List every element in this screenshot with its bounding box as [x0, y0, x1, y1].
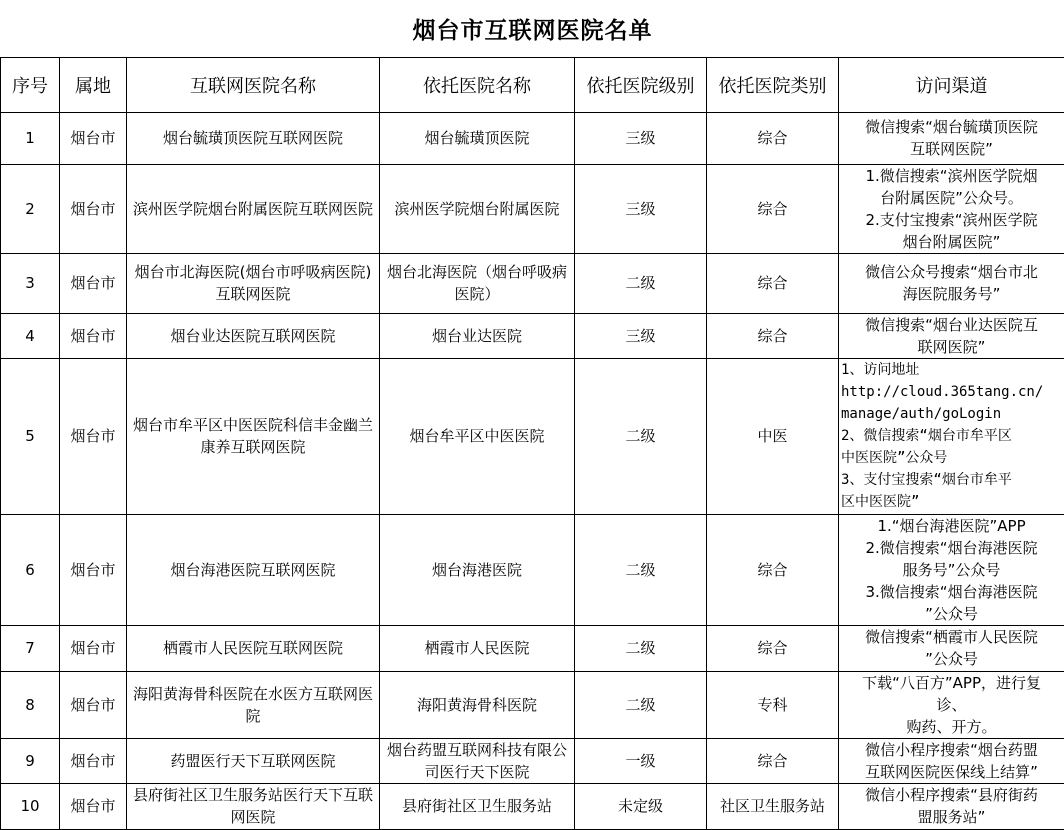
channel-line: 2.支付宝搜索“滨州医学院 [841, 209, 1062, 231]
header-host-hospital: 依托医院名称 [380, 57, 575, 112]
cell-region: 烟台市 [60, 738, 127, 783]
channel-line: 区中医医院” [841, 491, 1062, 513]
channel-line: 盟服务站” [841, 806, 1062, 828]
channel-line: 微信公众号搜索“烟台市北 [841, 261, 1062, 283]
channel-line: 互联网医院” [841, 138, 1062, 160]
cell-level: 二级 [575, 253, 707, 313]
cell-channel [839, 358, 1064, 514]
cell-host-hospital: 栖霞市人民医院 [380, 625, 575, 671]
header-row [1, 57, 1064, 112]
cell-category: 综合 [707, 313, 839, 358]
header-internet-hospital: 互联网医院名称 [127, 57, 380, 112]
cell-internet-hospital: 滨州医学院烟台附属医院互联网医院 [127, 164, 380, 253]
cell-seq: 10 [1, 783, 60, 829]
channel-line: 微信搜索“烟台业达医院互 [841, 314, 1062, 336]
channel-line: 3.微信搜索“烟台海港医院 [841, 581, 1062, 603]
cell-region: 烟台市 [60, 313, 127, 358]
cell-seq: 4 [1, 313, 60, 358]
cell-seq: 7 [1, 625, 60, 671]
cell-channel [839, 738, 1064, 783]
table-row [1, 164, 1064, 253]
channel-line: 微信小程序搜索“县府街药 [841, 784, 1062, 806]
cell-seq: 1 [1, 112, 60, 164]
header-channel: 访问渠道 [839, 57, 1064, 112]
channel-line: 3、支付宝搜索“烟台市牟平 [841, 469, 1062, 491]
cell-level: 未定级 [575, 783, 707, 829]
cell-category: 中医 [707, 358, 839, 514]
cell-category: 综合 [707, 253, 839, 313]
cell-level: 二级 [575, 671, 707, 738]
cell-host-hospital: 烟台海港医院 [380, 514, 575, 625]
cell-host-hospital: 烟台牟平区中医医院 [380, 358, 575, 514]
cell-host-hospital: 烟台北海医院（烟台呼吸病医院） [380, 253, 575, 313]
channel-line: 购药、开方。 [841, 716, 1062, 738]
cell-category: 综合 [707, 164, 839, 253]
cell-category: 综合 [707, 625, 839, 671]
cell-host-hospital: 烟台毓璜顶医院 [380, 112, 575, 164]
header-seq: 序号 [1, 57, 60, 112]
cell-region: 烟台市 [60, 671, 127, 738]
cell-channel [839, 671, 1064, 738]
cell-host-hospital: 滨州医学院烟台附属医院 [380, 164, 575, 253]
channel-line: 服务号”公众号 [841, 559, 1062, 581]
channel-line: ”公众号 [841, 648, 1062, 670]
cell-channel [839, 783, 1064, 829]
cell-internet-hospital: 县府街社区卫生服务站医行天下互联网医院 [127, 783, 380, 829]
table-row [1, 112, 1064, 164]
channel-line: 诊、 [841, 694, 1062, 716]
cell-host-hospital: 烟台药盟互联网科技有限公司医行天下医院 [380, 738, 575, 783]
channel-line: 台附属医院”公众号。 [841, 187, 1062, 209]
cell-internet-hospital: 烟台市北海医院(烟台市呼吸病医院)互联网医院 [127, 253, 380, 313]
cell-channel [839, 164, 1064, 253]
cell-region: 烟台市 [60, 253, 127, 313]
channel-line: 互联网医院医保线上结算” [841, 761, 1062, 783]
table-row [1, 671, 1064, 738]
table-row [1, 358, 1064, 514]
cell-channel [839, 625, 1064, 671]
channel-line: 中医医院”公众号 [841, 447, 1062, 469]
channel-line: 2、微信搜索“烟台市牟平区 [841, 425, 1062, 447]
channel-line: 1、访问地址 [841, 359, 1062, 381]
cell-category: 综合 [707, 112, 839, 164]
cell-channel [839, 253, 1064, 313]
cell-region: 烟台市 [60, 164, 127, 253]
cell-seq: 8 [1, 671, 60, 738]
cell-internet-hospital: 栖霞市人民医院互联网医院 [127, 625, 380, 671]
cell-category: 专科 [707, 671, 839, 738]
cell-level: 二级 [575, 514, 707, 625]
cell-region: 烟台市 [60, 625, 127, 671]
channel-line: 下载“八百方”APP，进行复 [841, 672, 1062, 694]
cell-host-hospital: 县府街社区卫生服务站 [380, 783, 575, 829]
table-row [1, 783, 1064, 829]
table-title: 烟台市互联网医院名单 [1, 0, 1064, 57]
channel-line: ”公众号 [841, 603, 1062, 625]
cell-level: 一级 [575, 738, 707, 783]
channel-line: 微信小程序搜索“烟台药盟 [841, 739, 1062, 761]
header-level: 依托医院级别 [575, 57, 707, 112]
cell-category: 社区卫生服务站 [707, 783, 839, 829]
cell-seq: 2 [1, 164, 60, 253]
cell-host-hospital: 海阳黄海骨科医院 [380, 671, 575, 738]
cell-category: 综合 [707, 738, 839, 783]
cell-host-hospital: 烟台业达医院 [380, 313, 575, 358]
channel-line: 1.“烟台海港医院”APP [841, 515, 1062, 537]
channel-line: 微信搜索“烟台毓璜顶医院 [841, 116, 1062, 138]
cell-level: 二级 [575, 625, 707, 671]
table-row [1, 738, 1064, 783]
cell-internet-hospital: 烟台毓璜顶医院互联网医院 [127, 112, 380, 164]
cell-internet-hospital: 海阳黄海骨科医院在水医方互联网医院 [127, 671, 380, 738]
cell-region: 烟台市 [60, 783, 127, 829]
table-row [1, 625, 1064, 671]
cell-internet-hospital: 烟台海港医院互联网医院 [127, 514, 380, 625]
table-row [1, 514, 1064, 625]
title-row [1, 0, 1064, 57]
table-row [1, 253, 1064, 313]
cell-internet-hospital: 烟台市牟平区中医医院科信丰金幽兰康养互联网医院 [127, 358, 380, 514]
cell-level: 三级 [575, 112, 707, 164]
cell-internet-hospital: 烟台业达医院互联网医院 [127, 313, 380, 358]
cell-seq: 3 [1, 253, 60, 313]
channel-line: manage/auth/goLogin [841, 403, 1062, 425]
cell-category: 综合 [707, 514, 839, 625]
header-region: 属地 [60, 57, 127, 112]
header-category: 依托医院类别 [707, 57, 839, 112]
cell-channel [839, 514, 1064, 625]
cell-channel [839, 112, 1064, 164]
table-row [1, 313, 1064, 358]
cell-channel [839, 313, 1064, 358]
cell-seq: 5 [1, 358, 60, 514]
cell-level: 三级 [575, 164, 707, 253]
cell-level: 三级 [575, 313, 707, 358]
cell-region: 烟台市 [60, 514, 127, 625]
cell-region: 烟台市 [60, 112, 127, 164]
cell-region: 烟台市 [60, 358, 127, 514]
channel-line: 1.微信搜索“滨州医学院烟 [841, 165, 1062, 187]
cell-seq: 6 [1, 514, 60, 625]
channel-line: http://cloud.365tang.cn/ [841, 381, 1062, 403]
cell-seq: 9 [1, 738, 60, 783]
channel-line: 联网医院” [841, 336, 1062, 358]
cell-internet-hospital: 药盟医行天下互联网医院 [127, 738, 380, 783]
channel-line: 海医院服务号” [841, 283, 1062, 305]
channel-line: 2.微信搜索“烟台海港医院 [841, 537, 1062, 559]
channel-line: 烟台附属医院” [841, 231, 1062, 253]
cell-level: 二级 [575, 358, 707, 514]
channel-line: 微信搜索“栖霞市人民医院 [841, 626, 1062, 648]
